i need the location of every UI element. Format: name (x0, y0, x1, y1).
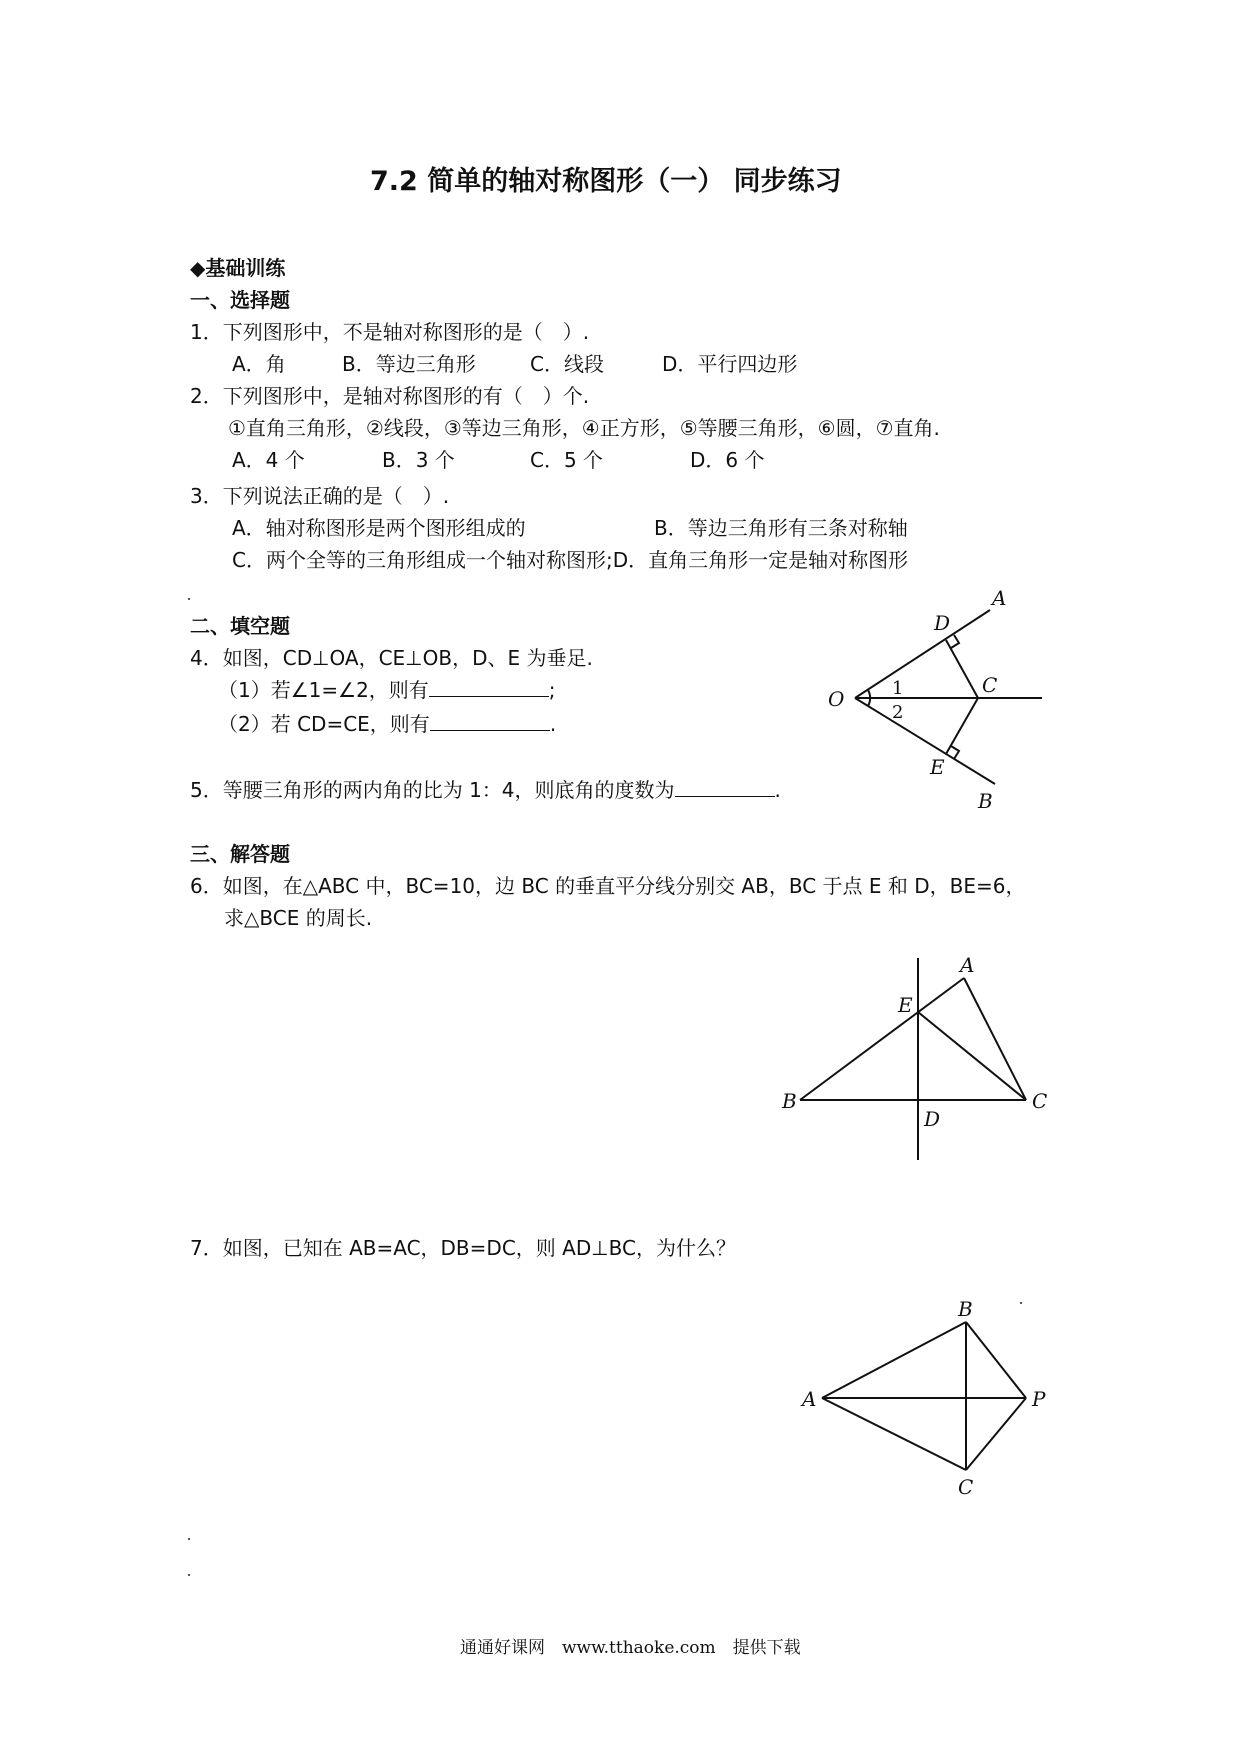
label-c-fig1: C (982, 673, 998, 697)
q4-sub-2-text: （2）若 CD=CE，则有 (218, 712, 430, 736)
label-d-fig2: D (924, 1107, 941, 1131)
page-footer: 通通好课网 www.tthaoke.com 提供下载 (460, 1638, 801, 1658)
label-b-fig3: B (958, 1297, 973, 1321)
q2-option-a: A．4 个 (232, 448, 305, 472)
heading-multiple-choice: 一、选择题 (190, 288, 290, 312)
q1-option-b: B．等边三角形 (342, 352, 476, 376)
segment-cp-fig3 (966, 1398, 1026, 1470)
q1-option-d: D．平行四边形 (662, 352, 798, 376)
label-a-fig1: A (992, 586, 1007, 610)
question-4-stem: 4．如图，CD⊥OA，CE⊥OB，D、E 为垂足. (190, 646, 593, 670)
q2-option-d: D．6 个 (690, 448, 765, 472)
q2-option-c: C．5 个 (530, 448, 604, 472)
section-basic-training: ◆基础训练 (190, 256, 286, 280)
label-d-fig1: D (934, 611, 951, 635)
question-7-stem: 7．如图，已知在 AB=AC，DB=DC，则 AD⊥BC，为什么？ (190, 1236, 736, 1260)
scan-speck (188, 598, 190, 600)
q3-option-a: A．轴对称图形是两个图形组成的 (232, 516, 526, 540)
q2-figure-list: ①直角三角形，②线段，③等边三角形，④正方形，⑤等腰三角形，⑥圆，⑦直角. (228, 416, 940, 440)
label-p-fig3: P (1032, 1387, 1046, 1411)
label-a-fig3: A (802, 1387, 817, 1411)
question-6-line-2: 求△BCE 的周长. (224, 906, 373, 930)
label-e-fig2: E (898, 993, 913, 1017)
heading-solve: 三、解答题 (190, 842, 290, 866)
label-b-fig2: B (782, 1089, 797, 1113)
q4-sub-1-text: （1）若∠1=∠2，则有 (218, 678, 429, 702)
scan-speck (188, 1538, 190, 1540)
segment-ab-fig3 (822, 1322, 966, 1398)
question-3-stem: 3．下列说法正确的是（ ）. (190, 484, 450, 508)
q1-option-a: A．角 (232, 352, 286, 376)
scan-speck (1020, 1302, 1022, 1304)
label-o-fig1: O (828, 687, 845, 711)
page-title: 7.2 简单的轴对称图形（一） 同步练习 (370, 166, 842, 197)
q5-text: 5．等腰三角形的两内角的比为 1：4，则底角的度数为 (190, 778, 675, 802)
segment-bp-fig3 (966, 1322, 1026, 1398)
label-angle-1: 1 (892, 678, 904, 699)
q3-option-c-d: C．两个全等的三角形组成一个轴对称图形;D．直角三角形一定是轴对称图形 (232, 548, 909, 572)
label-b-fig1: B (978, 789, 993, 813)
label-a-fig2: A (960, 953, 975, 977)
question-1-stem: 1．下列图形中，不是轴对称图形的是（ ）. (190, 320, 590, 344)
segment-ac-fig3 (822, 1398, 966, 1470)
q1-option-c: C．线段 (530, 352, 604, 376)
label-c-fig3: C (958, 1475, 974, 1499)
q2-option-b: B．3 个 (382, 448, 455, 472)
q5-end: . (774, 778, 781, 802)
label-e-fig1: E (930, 755, 945, 779)
heading-fill-in: 二、填空题 (190, 614, 290, 638)
question-6-line-1: 6．如图，在△ABC 中，BC=10，边 BC 的垂直平分线分别交 AB，BC 于点 E 和 D，BE=6， (190, 874, 1026, 898)
q3-option-b: B．等边三角形有三条对称轴 (654, 516, 908, 540)
q4-sub-2-end: . (549, 712, 557, 736)
q4-sub-1-end: ; (548, 678, 556, 702)
scan-speck (188, 1574, 190, 1576)
question-2-stem: 2．下列图形中，是轴对称图形的有（ ）个. (190, 384, 590, 408)
label-c-fig2: C (1032, 1089, 1048, 1113)
label-angle-2: 2 (892, 702, 904, 723)
